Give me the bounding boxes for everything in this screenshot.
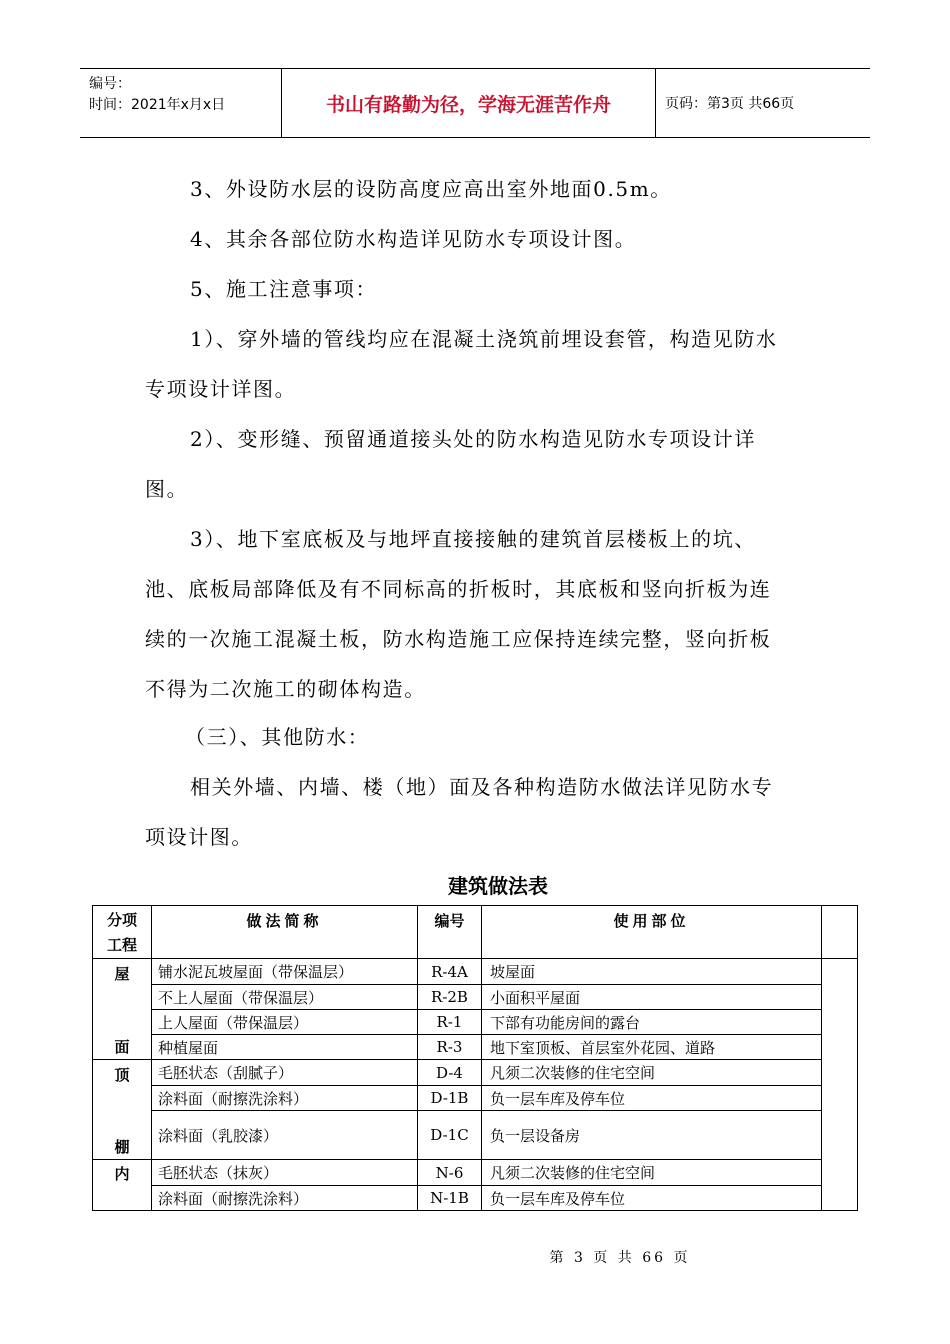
- table-row: [93, 1035, 858, 1060]
- row-usage: 下部有功能房间的露台: [482, 1010, 822, 1035]
- table-row: [93, 1086, 858, 1111]
- category-roof: [93, 959, 152, 1060]
- category-roof-bottom: 面: [114, 1038, 130, 1056]
- date-label: 时间：2021年x月x日: [89, 97, 226, 113]
- table-header-row: [93, 906, 858, 959]
- page-footer: 第 3 页 共 66 页: [549, 1250, 691, 1266]
- paragraph: 3）、地下室底板及与地坪直接接触的建筑首层楼板上的坑、: [190, 527, 756, 551]
- extra-column: [822, 959, 858, 1211]
- row-name: 上人屋面（带保温层）: [152, 1010, 418, 1035]
- paragraph: 项设计图。: [145, 825, 253, 849]
- paragraph: 相关外墙、内墙、楼（地）面及各种构造防水做法详见防水专: [190, 775, 774, 799]
- row-code: D-4: [418, 1060, 482, 1086]
- row-name: 涂料面（耐擦洗涂料）: [152, 1186, 418, 1211]
- paragraph: 3、外设防水层的设防高度应高出室外地面0.5m。: [190, 177, 672, 201]
- table-row: [93, 1160, 858, 1186]
- row-usage: 凡须二次装修的住宅空间: [482, 1060, 822, 1086]
- row-usage: 地下室顶板、首层室外花园、道路: [482, 1035, 822, 1060]
- header-motto: 书山有路勤为径，学海无涯苦作舟: [282, 69, 656, 137]
- paragraph: 图。: [145, 477, 189, 501]
- header-meta: [80, 69, 282, 137]
- category-interior: 内: [93, 1160, 152, 1211]
- header-category-line2: 工程: [106, 936, 137, 954]
- row-name: 涂料面（乳胶漆）: [152, 1111, 418, 1160]
- category-roof-top: 屋: [114, 965, 130, 983]
- paragraph: 5、施工注意事项：: [190, 277, 378, 301]
- row-usage: 小面积平屋面: [482, 985, 822, 1010]
- table-row: [93, 985, 858, 1010]
- row-code: R-4A: [418, 959, 482, 985]
- row-name: 不上人屋面（带保温层）: [152, 985, 418, 1010]
- table-title: 建筑做法表: [448, 874, 548, 898]
- paragraph: 专项设计详图。: [145, 377, 297, 401]
- section-heading: （三）、其他防水：: [185, 725, 370, 749]
- header-usage: 使用部位: [482, 906, 822, 959]
- paragraph: 1）、穿外墙的管线均应在混凝土浇筑前埋设套管，构造见防水: [190, 327, 778, 351]
- row-name: 毛胚状态（抹灰）: [152, 1160, 418, 1186]
- table-row: [93, 1010, 858, 1035]
- page-header: [80, 68, 870, 138]
- row-code: R-3: [418, 1035, 482, 1060]
- category-ceiling: [93, 1060, 152, 1160]
- table-row: [93, 959, 858, 985]
- table-row: [93, 1060, 858, 1086]
- row-code: R-2B: [418, 985, 482, 1010]
- row-name: 铺水泥瓦坡屋面（带保温层）: [152, 959, 418, 985]
- row-code: R-1: [418, 1010, 482, 1035]
- row-usage: 负一层车库及停车位: [482, 1186, 822, 1211]
- header-category: [93, 906, 152, 959]
- table-row: [93, 1111, 858, 1160]
- row-usage: 负一层设备房: [482, 1111, 822, 1160]
- row-name: 种植屋面: [152, 1035, 418, 1060]
- paragraph: 4、其余各部位防水构造详见防水专项设计图。: [190, 227, 637, 251]
- row-usage: 凡须二次装修的住宅空间: [482, 1160, 822, 1186]
- row-name: 涂料面（耐擦洗涂料）: [152, 1086, 418, 1111]
- paragraph: 续的一次施工混凝土板，防水构造施工应保持连续完整，竖向折板: [145, 627, 772, 651]
- header-extra: [822, 906, 858, 959]
- paragraph: 2）、变形缝、预留通道接头处的防水构造见防水专项设计详: [190, 427, 756, 451]
- row-code: D-1B: [418, 1086, 482, 1111]
- row-usage: 坡屋面: [482, 959, 822, 985]
- category-ceiling-bottom: 棚: [114, 1138, 130, 1156]
- row-code: N-1B: [418, 1186, 482, 1211]
- row-code: D-1C: [418, 1111, 482, 1160]
- serial-label: 编号：: [89, 76, 131, 92]
- construction-methods-table: [92, 905, 858, 1211]
- table-row: [93, 1186, 858, 1211]
- row-name: 毛胚状态（刮腻子）: [152, 1060, 418, 1086]
- header-code: 编号: [418, 906, 482, 959]
- header-category-line1: 分项: [106, 911, 137, 929]
- category-ceiling-top: 顶: [114, 1066, 130, 1084]
- header-page-info: 页码：第3页 共66页: [665, 96, 795, 112]
- header-name: 做法简称: [152, 906, 418, 959]
- row-code: N-6: [418, 1160, 482, 1186]
- paragraph: 不得为二次施工的砌体构造。: [145, 677, 426, 701]
- row-usage: 负一层车库及停车位: [482, 1086, 822, 1111]
- paragraph: 池、底板局部降低及有不同标高的折板时，其底板和竖向折板为连: [145, 577, 772, 601]
